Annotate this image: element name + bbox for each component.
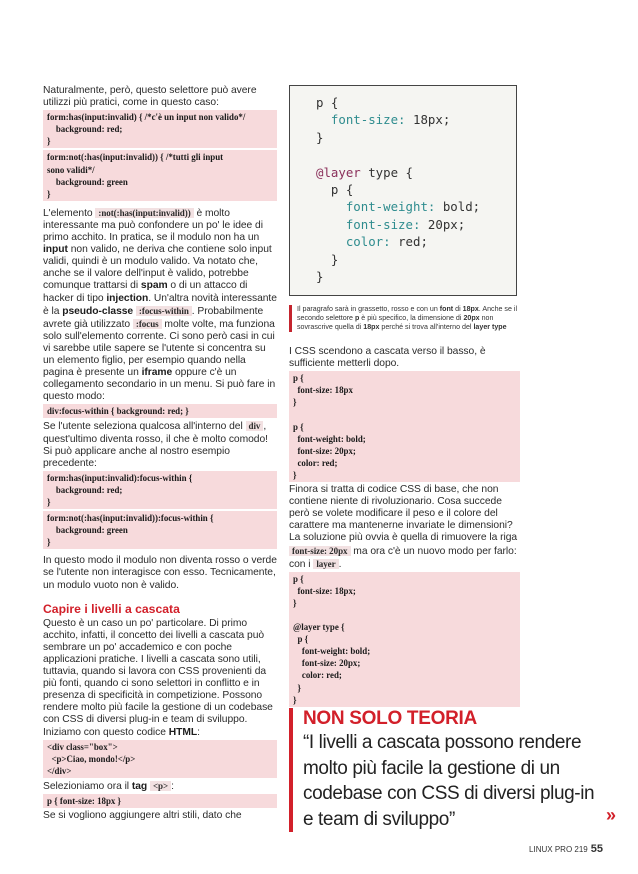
code-line: background: green bbox=[47, 525, 128, 536]
left-para-4: In questo modo il modulo non diventa rosso o verde se l'utente non interagisce con esso. Tecnicamente, un modulo vuoto non è valido. bbox=[43, 555, 277, 591]
section-heading: Capire i livelli a cascata bbox=[43, 601, 180, 616]
code-line: form:not(:has(input:invalid)) { /*tutti gli input bbox=[47, 152, 224, 163]
code-line: p { bbox=[316, 182, 354, 198]
code-line: } bbox=[316, 251, 339, 267]
code-line: } bbox=[47, 497, 51, 507]
pull-quote-title: NON SOLO TEORIA bbox=[303, 708, 477, 729]
left-para-5: Questo è un caso un po' particolare. Di primo acchito, infatti, il concetto dei livelli a cascata può sembrare un po' accademico e con poche applicazioni pratiche. I livelli a cascata sono utili, tuttavia, quando si lavora con CSS provenienti da più fonti, quando ci sono selettori in conflitto e in presenza di specificità in competizione. Possono rendere molto più facile la gestione di un codebase con CSS di diversi plug-in e team di sviluppo. Iniziamo con questo codice HTML: bbox=[43, 617, 273, 738]
right-column bbox=[289, 346, 520, 709]
code-line: p { font-size: 18px } bbox=[47, 795, 122, 806]
code-line: } bbox=[47, 136, 51, 147]
code-line: p { bbox=[316, 95, 339, 110]
code-line: font-weight: bold; bbox=[345, 199, 481, 215]
code-figure-box bbox=[289, 85, 517, 296]
code-line: } bbox=[293, 597, 297, 608]
code-line: } bbox=[293, 397, 297, 408]
code-line: color: red; bbox=[293, 457, 338, 468]
code-line: font-size: 20px; bbox=[293, 445, 356, 456]
figure-caption: Il paragrafo sarà in grassetto, rosso e con un font di 18px. Anche se il secondo selettore p è più specifico, la dimensione di 20px non sovrascrive quella di 18px perché si trova all'interno del layer type bbox=[289, 305, 521, 332]
code-line: <p>Ciao, mondo!</p> bbox=[47, 753, 136, 764]
code-line: font-size: 18px; bbox=[330, 112, 451, 128]
left-para-2: L'elemento :not(:has(input:invalid)) è molto interessante ma può confondere un po' le idee di primo acchito. In pratica, se il modulo non ha un input non valido, ne deriva che contiene solo input validi, quindi è un modulo valido. Va notato che, anche se il valore dell'input è valido, potrebbe comunque trattarsi di spam o di un attacco di hacker di tipo injection. Un'altra novità interessante è la pseudo-classe :focus-within . Probabilmente avrete già utilizzato :focus molte volte, ma funziona solo sull'elemento corrente. Ci sono però casi in cui vi sarebbe utile sapere se l'utente si concentra su un elemento figlio, per esempio quando nella pagina è presente un iframe oppure c'è un collegamento secondario in un menu. Si può fare in questo modo: bbox=[43, 207, 277, 403]
code-line: } bbox=[316, 129, 324, 145]
magazine-issue: LINUX PRO 219 bbox=[529, 845, 588, 854]
code-line: } bbox=[293, 469, 297, 480]
code-line: font-size: 18px bbox=[293, 385, 353, 396]
code-block-4 bbox=[43, 471, 277, 509]
code-line: } bbox=[316, 269, 324, 285]
code-line bbox=[316, 146, 516, 163]
right-code-block-2 bbox=[289, 572, 520, 707]
code-line: sono validi*/ bbox=[47, 164, 95, 175]
left-para-6: Selezioniamo ora il tag <p> : bbox=[43, 780, 174, 792]
code-line: font-weight: bold; bbox=[293, 646, 371, 657]
code-line: background: red; bbox=[47, 124, 123, 135]
page-number: 55 bbox=[590, 843, 603, 855]
code-line: p { bbox=[293, 421, 304, 432]
code-line: background: green bbox=[47, 176, 128, 187]
page-footer bbox=[529, 843, 603, 855]
code-line: color: red; bbox=[345, 234, 428, 250]
code-block-5 bbox=[43, 511, 277, 549]
left-para-7: Se si vogliono aggiungere altri stili, dato che bbox=[43, 810, 242, 822]
code-line: form:has(input:invalid) { /*c'è un input non valido*/ bbox=[47, 112, 246, 123]
code-line: div:focus-within { background: red; } bbox=[47, 406, 189, 417]
code-block-3 bbox=[43, 404, 277, 418]
right-para-1: I CSS scendono a cascata verso il basso, è sufficiente metterli dopo. bbox=[289, 346, 486, 370]
code-line: font-size: 20px; bbox=[345, 216, 466, 232]
code-line: </div> bbox=[47, 765, 72, 776]
code-line: background: red; bbox=[47, 484, 123, 495]
continue-chevron-icon: » bbox=[606, 805, 617, 825]
code-line: color: red; bbox=[293, 670, 342, 681]
pull-quote bbox=[289, 708, 609, 832]
code-line: } bbox=[293, 694, 297, 705]
code-line: } bbox=[47, 188, 51, 199]
code-line: } bbox=[293, 682, 301, 693]
code-line bbox=[293, 609, 516, 621]
code-line: form:has(input:invalid):focus-within { bbox=[47, 472, 193, 483]
right-para-2: Finora si tratta di codice CSS di base, che non contiene niente di rivoluzionario. Cosa succede però se volete modificare il peso e il colore del carattere ma mantenerne invariate le dimensioni? La soluzione più ovvia è quella di rimuovere la riga font-size: 20px ma ora c'è un nuovo modo per farlo: con i layer . bbox=[289, 484, 518, 570]
code-block-1 bbox=[43, 110, 277, 148]
code-line: font-size: 20px; bbox=[293, 658, 361, 669]
code-line: @layer type { bbox=[293, 622, 345, 633]
code-line: @layer type { bbox=[316, 164, 413, 180]
code-block-6 bbox=[43, 740, 277, 778]
code-line: font-size: 18px; bbox=[293, 585, 356, 596]
right-code-block-1 bbox=[289, 371, 520, 482]
code-line: form:not(:has(input:invalid)):focus-within { bbox=[47, 513, 214, 524]
pull-quote-text: “I livelli a cascata possono rendere molto più facile la gestione di un codebase con CSS di diversi plug-in e team di sviluppo” bbox=[303, 732, 595, 830]
left-para-3: Se l'utente seleziona qualcosa all'interno del div , quest'ultimo diventa rosso, il che è molto comodo! Si può applicare anche al nostro esempio precedente: bbox=[43, 421, 268, 469]
code-line bbox=[293, 408, 516, 420]
code-line: p { bbox=[293, 373, 304, 384]
code-line: p { bbox=[293, 634, 309, 645]
left-column bbox=[43, 85, 277, 822]
code-line: font-weight: bold; bbox=[293, 433, 366, 444]
code-block-2 bbox=[43, 150, 277, 200]
code-block-7 bbox=[43, 794, 277, 808]
code-line: p { bbox=[293, 573, 304, 584]
code-line: } bbox=[47, 537, 51, 548]
code-line: <div class="box"> bbox=[47, 741, 118, 752]
left-para-1: Naturalmente, però, questo selettore può avere utilizzi più pratici, come in questo caso: bbox=[43, 85, 257, 109]
